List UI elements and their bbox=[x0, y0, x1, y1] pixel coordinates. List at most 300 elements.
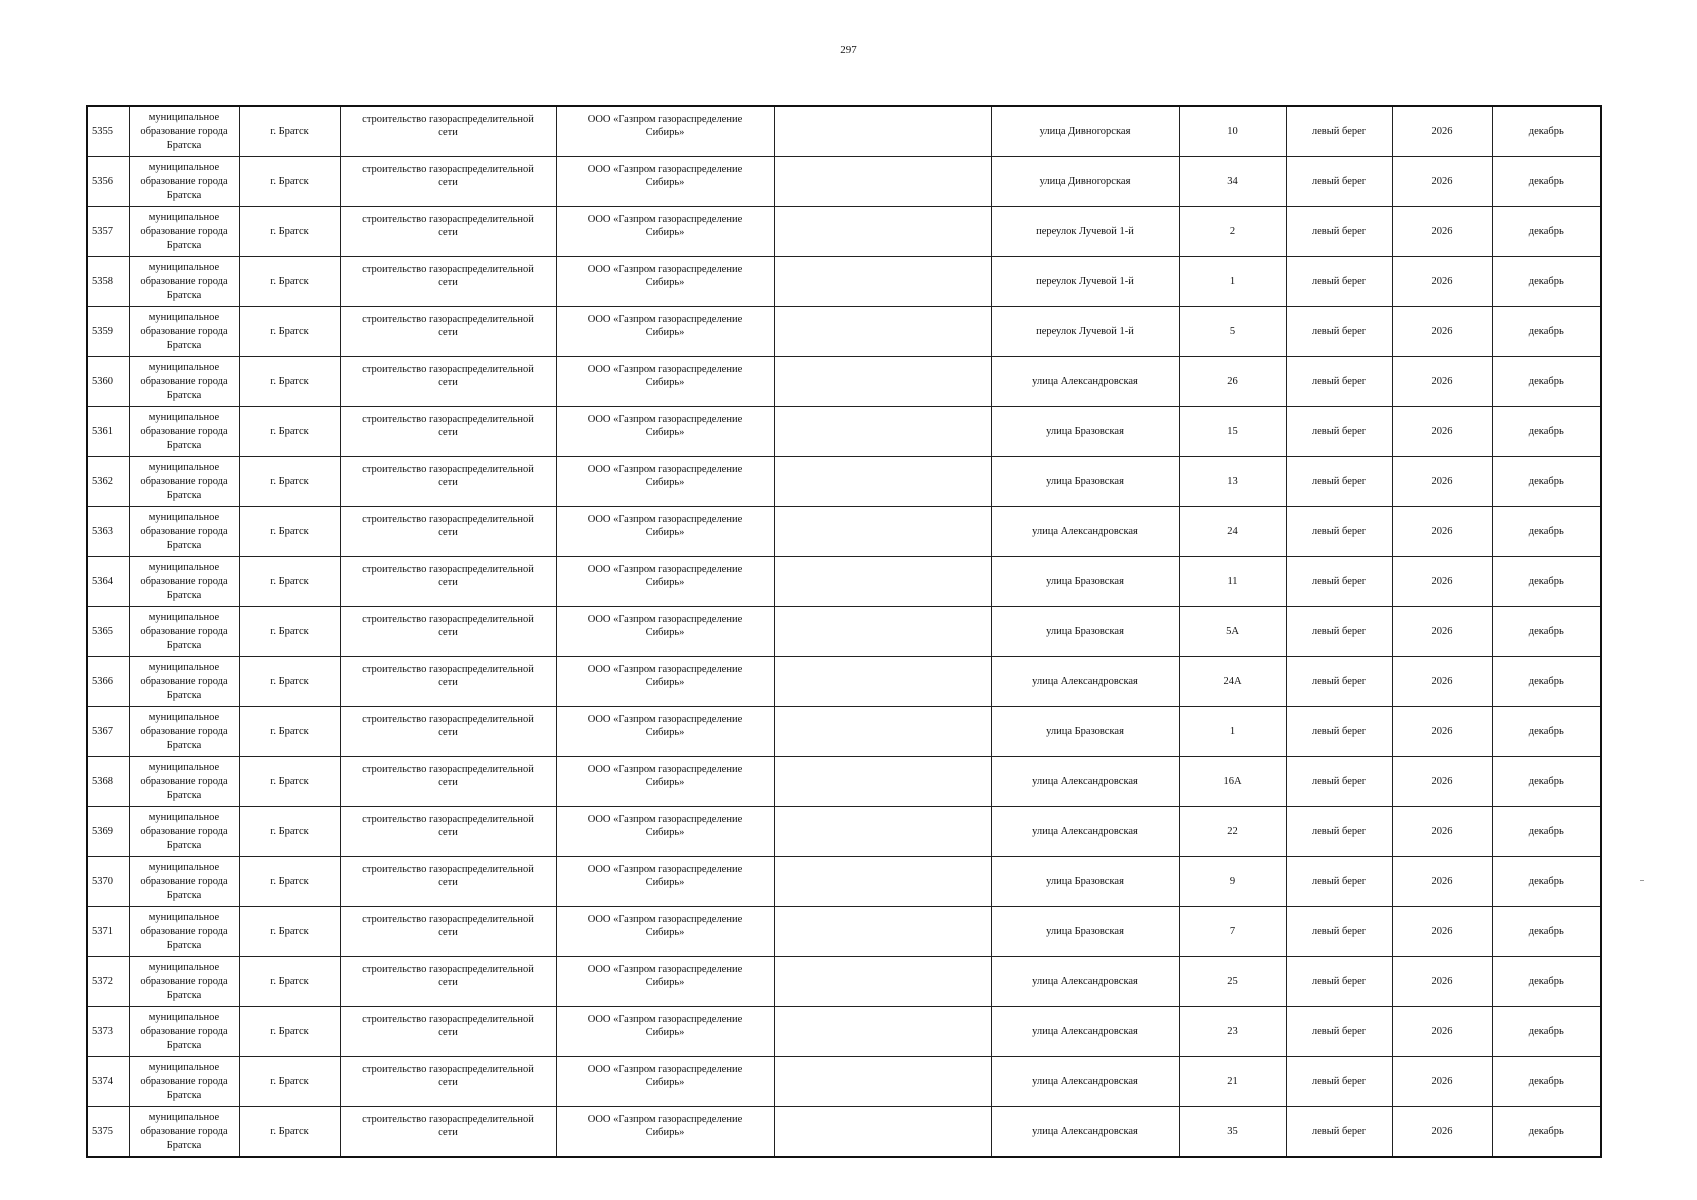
organization-cell bbox=[556, 857, 774, 907]
year-cell: 2026 bbox=[1392, 207, 1492, 257]
city-cell: г. Братск bbox=[239, 1107, 340, 1158]
municipality-cell-line: муниципальное bbox=[148, 761, 220, 773]
municipality-cell bbox=[129, 457, 239, 507]
municipality-cell-line: муниципальное bbox=[148, 961, 220, 973]
organization-cell-line: Сибирь» bbox=[645, 327, 685, 338]
street-cell: переулок Лучевой 1-й bbox=[991, 307, 1179, 357]
purpose-cell-line: сети bbox=[438, 777, 458, 788]
purpose-cell-line: сети bbox=[438, 327, 458, 338]
purpose-cell-line: строительство газораспределительной bbox=[362, 114, 534, 125]
municipality-cell-line: Братска bbox=[166, 439, 202, 451]
municipality-cell-line: муниципальное bbox=[148, 311, 220, 323]
purpose-cell-line: строительство газораспределительной bbox=[362, 464, 534, 475]
organization-cell-line: Сибирь» bbox=[645, 627, 685, 638]
organization-cell-line: Сибирь» bbox=[645, 477, 685, 488]
organization-cell-line: ООО «Газпром газораспределение bbox=[587, 114, 743, 125]
month-cell: декабрь bbox=[1492, 307, 1601, 357]
street-cell: улица Дивногорская bbox=[991, 106, 1179, 157]
organization-cell bbox=[556, 907, 774, 957]
river-bank-cell: левый берег bbox=[1286, 207, 1392, 257]
house-number-cell: 15 bbox=[1179, 407, 1286, 457]
row-number-cell: 5362 bbox=[87, 457, 129, 507]
municipality-cell-line: муниципальное bbox=[148, 611, 220, 623]
purpose-cell-line: сети bbox=[438, 627, 458, 638]
row-number-cell: 5373 bbox=[87, 1007, 129, 1057]
organization-cell-line: ООО «Газпром газораспределение bbox=[587, 1064, 743, 1075]
empty-cell bbox=[774, 357, 991, 407]
empty-cell bbox=[774, 157, 991, 207]
street-cell: улица Бразовская bbox=[991, 857, 1179, 907]
street-cell: улица Александровская bbox=[991, 757, 1179, 807]
month-cell: декабрь bbox=[1492, 407, 1601, 457]
organization-cell-line: Сибирь» bbox=[645, 177, 685, 188]
purpose-cell bbox=[340, 857, 556, 907]
organization-cell-line: ООО «Газпром газораспределение bbox=[587, 1014, 743, 1025]
table-row bbox=[87, 257, 1601, 307]
year-cell: 2026 bbox=[1392, 106, 1492, 157]
organization-cell-line: ООО «Газпром газораспределение bbox=[587, 864, 743, 875]
house-number-cell: 7 bbox=[1179, 907, 1286, 957]
street-cell: улица Александровская bbox=[991, 507, 1179, 557]
river-bank-cell: левый берег bbox=[1286, 757, 1392, 807]
municipality-cell bbox=[129, 907, 239, 957]
river-bank-cell: левый берег bbox=[1286, 957, 1392, 1007]
purpose-cell-line: строительство газораспределительной bbox=[362, 914, 534, 925]
municipality-cell-line: образование города bbox=[140, 775, 228, 787]
municipality-cell-line: муниципальное bbox=[148, 911, 220, 923]
municipality-cell bbox=[129, 657, 239, 707]
municipality-cell-line: Братска bbox=[166, 139, 202, 151]
year-cell: 2026 bbox=[1392, 657, 1492, 707]
month-cell: декабрь bbox=[1492, 157, 1601, 207]
municipality-cell-line: образование города bbox=[140, 175, 228, 187]
purpose-cell-line: строительство газораспределительной bbox=[362, 1064, 534, 1075]
year-cell: 2026 bbox=[1392, 807, 1492, 857]
municipality-cell-line: муниципальное bbox=[148, 861, 220, 873]
river-bank-cell: левый берег bbox=[1286, 357, 1392, 407]
organization-cell bbox=[556, 757, 774, 807]
purpose-cell bbox=[340, 1007, 556, 1057]
municipality-cell bbox=[129, 1107, 239, 1158]
purpose-cell-line: строительство газораспределительной bbox=[362, 264, 534, 275]
organization-cell bbox=[556, 707, 774, 757]
month-cell: декабрь bbox=[1492, 1107, 1601, 1158]
city-cell: г. Братск bbox=[239, 757, 340, 807]
row-number-cell: 5358 bbox=[87, 257, 129, 307]
purpose-cell-line: строительство газораспределительной bbox=[362, 364, 534, 375]
organization-cell-line: Сибирь» bbox=[645, 877, 685, 888]
city-cell: г. Братск bbox=[239, 257, 340, 307]
river-bank-cell: левый берег bbox=[1286, 106, 1392, 157]
year-cell: 2026 bbox=[1392, 407, 1492, 457]
house-number-cell: 34 bbox=[1179, 157, 1286, 207]
organization-cell-line: Сибирь» bbox=[645, 127, 685, 138]
street-cell: улица Бразовская bbox=[991, 707, 1179, 757]
table-row bbox=[87, 157, 1601, 207]
street-cell: улица Дивногорская bbox=[991, 157, 1179, 207]
purpose-cell-line: сети bbox=[438, 277, 458, 288]
municipality-cell-line: образование города bbox=[140, 575, 228, 587]
empty-cell bbox=[774, 1057, 991, 1107]
organization-cell-line: ООО «Газпром газораспределение bbox=[587, 1114, 743, 1125]
row-number-cell: 5365 bbox=[87, 607, 129, 657]
empty-cell bbox=[774, 707, 991, 757]
municipality-cell-line: муниципальное bbox=[148, 161, 220, 173]
municipality-cell bbox=[129, 157, 239, 207]
municipality-cell-line: образование города bbox=[140, 975, 228, 987]
river-bank-cell: левый берег bbox=[1286, 1007, 1392, 1057]
river-bank-cell: левый берег bbox=[1286, 607, 1392, 657]
table-row bbox=[87, 857, 1601, 907]
month-cell: декабрь bbox=[1492, 1007, 1601, 1057]
row-number-cell: 5369 bbox=[87, 807, 129, 857]
river-bank-cell: левый берег bbox=[1286, 407, 1392, 457]
organization-cell-line: ООО «Газпром газораспределение bbox=[587, 214, 743, 225]
municipality-cell-line: Братска bbox=[166, 539, 202, 551]
organization-cell-line: Сибирь» bbox=[645, 677, 685, 688]
municipality-cell-line: Братска bbox=[166, 389, 202, 401]
month-cell: декабрь bbox=[1492, 707, 1601, 757]
year-cell: 2026 bbox=[1392, 707, 1492, 757]
organization-cell bbox=[556, 357, 774, 407]
table-row bbox=[87, 307, 1601, 357]
municipality-cell-line: Братска bbox=[166, 639, 202, 651]
purpose-cell-line: строительство газораспределительной bbox=[362, 664, 534, 675]
organization-cell bbox=[556, 957, 774, 1007]
purpose-cell bbox=[340, 157, 556, 207]
organization-cell-line: ООО «Газпром газораспределение bbox=[587, 664, 743, 675]
municipality-cell-line: образование города bbox=[140, 525, 228, 537]
purpose-cell bbox=[340, 1057, 556, 1107]
river-bank-cell: левый берег bbox=[1286, 857, 1392, 907]
purpose-cell bbox=[340, 907, 556, 957]
organization-cell-line: ООО «Газпром газораспределение bbox=[587, 364, 743, 375]
organization-cell-line: Сибирь» bbox=[645, 527, 685, 538]
organization-cell-line: Сибирь» bbox=[645, 927, 685, 938]
year-cell: 2026 bbox=[1392, 1007, 1492, 1057]
year-cell: 2026 bbox=[1392, 757, 1492, 807]
organization-cell-line: ООО «Газпром газораспределение bbox=[587, 714, 743, 725]
table-row bbox=[87, 607, 1601, 657]
purpose-cell-line: сети bbox=[438, 577, 458, 588]
purpose-cell bbox=[340, 557, 556, 607]
municipality-cell-line: Братска bbox=[166, 689, 202, 701]
house-number-cell: 1 bbox=[1179, 707, 1286, 757]
purpose-cell bbox=[340, 507, 556, 557]
organization-cell-line: Сибирь» bbox=[645, 1027, 685, 1038]
purpose-cell-line: строительство газораспределительной bbox=[362, 314, 534, 325]
month-cell: декабрь bbox=[1492, 357, 1601, 407]
municipality-cell-line: образование города bbox=[140, 425, 228, 437]
house-number-cell: 9 bbox=[1179, 857, 1286, 907]
empty-cell bbox=[774, 1007, 991, 1057]
city-cell: г. Братск bbox=[239, 407, 340, 457]
municipality-cell bbox=[129, 1057, 239, 1107]
organization-cell-line: ООО «Газпром газораспределение bbox=[587, 464, 743, 475]
purpose-cell bbox=[340, 207, 556, 257]
river-bank-cell: левый берег bbox=[1286, 1107, 1392, 1158]
month-cell: декабрь bbox=[1492, 807, 1601, 857]
organization-cell-line: ООО «Газпром газораспределение bbox=[587, 814, 743, 825]
municipality-cell-line: муниципальное bbox=[148, 361, 220, 373]
municipality-cell-line: Братска bbox=[166, 939, 202, 951]
municipality-cell-line: Братска bbox=[166, 489, 202, 501]
organization-cell-line: ООО «Газпром газораспределение bbox=[587, 914, 743, 925]
municipality-cell bbox=[129, 957, 239, 1007]
purpose-cell bbox=[340, 657, 556, 707]
river-bank-cell: левый берег bbox=[1286, 507, 1392, 557]
municipality-cell bbox=[129, 757, 239, 807]
organization-cell bbox=[556, 307, 774, 357]
municipality-cell-line: Братска bbox=[166, 739, 202, 751]
organization-cell-line: Сибирь» bbox=[645, 777, 685, 788]
purpose-cell-line: строительство газораспределительной bbox=[362, 214, 534, 225]
municipality-cell-line: Братска bbox=[166, 839, 202, 851]
purpose-cell-line: сети bbox=[438, 827, 458, 838]
house-number-cell: 22 bbox=[1179, 807, 1286, 857]
organization-cell-line: Сибирь» bbox=[645, 427, 685, 438]
organization-cell bbox=[556, 1007, 774, 1057]
river-bank-cell: левый берег bbox=[1286, 707, 1392, 757]
organization-cell-line: Сибирь» bbox=[645, 377, 685, 388]
municipality-cell-line: муниципальное bbox=[148, 461, 220, 473]
house-number-cell: 2 bbox=[1179, 207, 1286, 257]
purpose-cell-line: строительство газораспределительной bbox=[362, 814, 534, 825]
city-cell: г. Братск bbox=[239, 157, 340, 207]
row-number-cell: 5356 bbox=[87, 157, 129, 207]
empty-cell bbox=[774, 407, 991, 457]
house-number-cell: 13 bbox=[1179, 457, 1286, 507]
municipality-cell-line: Братска bbox=[166, 239, 202, 251]
organization-cell-line: Сибирь» bbox=[645, 1077, 685, 1088]
table-row bbox=[87, 207, 1601, 257]
purpose-cell-line: сети bbox=[438, 727, 458, 738]
city-cell: г. Братск bbox=[239, 857, 340, 907]
row-number-cell: 5363 bbox=[87, 507, 129, 557]
empty-cell bbox=[774, 757, 991, 807]
organization-cell-line: ООО «Газпром газораспределение bbox=[587, 414, 743, 425]
house-number-cell: 5А bbox=[1179, 607, 1286, 657]
organization-cell-line: ООО «Газпром газораспределение bbox=[587, 764, 743, 775]
street-cell: улица Александровская bbox=[991, 807, 1179, 857]
municipality-cell-line: образование города bbox=[140, 675, 228, 687]
purpose-cell-line: строительство газораспределительной bbox=[362, 764, 534, 775]
table-row bbox=[87, 457, 1601, 507]
river-bank-cell: левый берег bbox=[1286, 807, 1392, 857]
municipality-cell-line: образование города bbox=[140, 375, 228, 387]
table-row bbox=[87, 407, 1601, 457]
organization-cell-line: Сибирь» bbox=[645, 577, 685, 588]
city-cell: г. Братск bbox=[239, 507, 340, 557]
table-row bbox=[87, 507, 1601, 557]
municipality-cell-line: Братска bbox=[166, 1039, 202, 1051]
purpose-cell-line: сети bbox=[438, 477, 458, 488]
table-row bbox=[87, 1057, 1601, 1107]
empty-cell bbox=[774, 207, 991, 257]
house-number-cell: 24 bbox=[1179, 507, 1286, 557]
organization-cell-line: Сибирь» bbox=[645, 827, 685, 838]
empty-cell bbox=[774, 106, 991, 157]
purpose-cell-line: сети bbox=[438, 927, 458, 938]
city-cell: г. Братск bbox=[239, 807, 340, 857]
row-number-cell: 5375 bbox=[87, 1107, 129, 1158]
city-cell: г. Братск bbox=[239, 907, 340, 957]
municipality-cell bbox=[129, 1007, 239, 1057]
purpose-cell-line: строительство газораспределительной bbox=[362, 514, 534, 525]
street-cell: улица Александровская bbox=[991, 957, 1179, 1007]
street-cell: улица Бразовская bbox=[991, 907, 1179, 957]
purpose-cell bbox=[340, 457, 556, 507]
municipality-cell-line: образование города bbox=[140, 1075, 228, 1087]
table-row bbox=[87, 557, 1601, 607]
municipality-cell-line: образование города bbox=[140, 125, 228, 137]
city-cell: г. Братск bbox=[239, 957, 340, 1007]
organization-cell bbox=[556, 257, 774, 307]
organization-cell bbox=[556, 1057, 774, 1107]
municipality-cell-line: Братска bbox=[166, 889, 202, 901]
purpose-cell-line: сети bbox=[438, 127, 458, 138]
year-cell: 2026 bbox=[1392, 557, 1492, 607]
municipality-cell bbox=[129, 106, 239, 157]
purpose-cell-line: строительство газораспределительной bbox=[362, 1014, 534, 1025]
purpose-cell bbox=[340, 357, 556, 407]
river-bank-cell: левый берег bbox=[1286, 557, 1392, 607]
street-cell: переулок Лучевой 1-й bbox=[991, 257, 1179, 307]
municipality-cell-line: образование города bbox=[140, 225, 228, 237]
row-number-cell: 5371 bbox=[87, 907, 129, 957]
municipality-cell-line: муниципальное bbox=[148, 1111, 220, 1123]
house-number-cell: 16А bbox=[1179, 757, 1286, 807]
house-number-cell: 35 bbox=[1179, 1107, 1286, 1158]
municipality-cell-line: муниципальное bbox=[148, 211, 220, 223]
empty-cell bbox=[774, 657, 991, 707]
purpose-cell bbox=[340, 307, 556, 357]
empty-cell bbox=[774, 607, 991, 657]
city-cell: г. Братск bbox=[239, 707, 340, 757]
purpose-cell-line: сети bbox=[438, 177, 458, 188]
municipality-cell-line: муниципальное bbox=[148, 111, 220, 123]
municipality-cell-line: Братска bbox=[166, 339, 202, 351]
municipality-cell-line: муниципальное bbox=[148, 261, 220, 273]
purpose-cell-line: строительство газораспределительной bbox=[362, 414, 534, 425]
table-body bbox=[87, 106, 1601, 1157]
organization-cell-line: Сибирь» bbox=[645, 277, 685, 288]
row-number-cell: 5357 bbox=[87, 207, 129, 257]
month-cell: декабрь bbox=[1492, 207, 1601, 257]
empty-cell bbox=[774, 307, 991, 357]
purpose-cell-line: строительство газораспределительной bbox=[362, 964, 534, 975]
purpose-cell-line: строительство газораспределительной bbox=[362, 564, 534, 575]
city-cell: г. Братск bbox=[239, 106, 340, 157]
table-row bbox=[87, 1107, 1601, 1158]
table-row bbox=[87, 1007, 1601, 1057]
organization-cell-line: ООО «Газпром газораспределение bbox=[587, 564, 743, 575]
organization-cell bbox=[556, 407, 774, 457]
municipality-cell-line: образование города bbox=[140, 475, 228, 487]
municipality-cell bbox=[129, 607, 239, 657]
row-number-cell: 5368 bbox=[87, 757, 129, 807]
organization-cell-line: ООО «Газпром газораспределение bbox=[587, 514, 743, 525]
organization-cell-line: Сибирь» bbox=[645, 977, 685, 988]
municipality-cell bbox=[129, 807, 239, 857]
table-row bbox=[87, 957, 1601, 1007]
organization-cell bbox=[556, 607, 774, 657]
purpose-cell-line: сети bbox=[438, 1127, 458, 1138]
municipality-cell bbox=[129, 257, 239, 307]
purpose-cell-line: строительство газораспределительной bbox=[362, 614, 534, 625]
year-cell: 2026 bbox=[1392, 157, 1492, 207]
purpose-cell bbox=[340, 106, 556, 157]
row-number-cell: 5370 bbox=[87, 857, 129, 907]
month-cell: декабрь bbox=[1492, 657, 1601, 707]
municipality-cell-line: муниципальное bbox=[148, 811, 220, 823]
purpose-cell bbox=[340, 1107, 556, 1158]
row-number-cell: 5366 bbox=[87, 657, 129, 707]
municipality-cell-line: образование города bbox=[140, 925, 228, 937]
organization-cell bbox=[556, 157, 774, 207]
municipality-cell bbox=[129, 507, 239, 557]
municipality-cell bbox=[129, 357, 239, 407]
organization-cell-line: ООО «Газпром газораспределение bbox=[587, 964, 743, 975]
city-cell: г. Братск bbox=[239, 457, 340, 507]
river-bank-cell: левый берег bbox=[1286, 907, 1392, 957]
row-number-cell: 5359 bbox=[87, 307, 129, 357]
purpose-cell-line: сети bbox=[438, 377, 458, 388]
city-cell: г. Братск bbox=[239, 557, 340, 607]
municipality-cell bbox=[129, 307, 239, 357]
municipality-cell-line: муниципальное bbox=[148, 1061, 220, 1073]
municipality-cell-line: Братска bbox=[166, 989, 202, 1001]
month-cell: декабрь bbox=[1492, 607, 1601, 657]
row-number-cell: 5360 bbox=[87, 357, 129, 407]
river-bank-cell: левый берег bbox=[1286, 1057, 1392, 1107]
month-cell: декабрь bbox=[1492, 857, 1601, 907]
month-cell: декабрь bbox=[1492, 507, 1601, 557]
registry-table bbox=[86, 105, 1602, 1158]
municipality-cell-line: образование города bbox=[140, 1025, 228, 1037]
year-cell: 2026 bbox=[1392, 1107, 1492, 1158]
organization-cell-line: ООО «Газпром газораспределение bbox=[587, 314, 743, 325]
page-number: 297 bbox=[840, 44, 857, 56]
street-cell: улица Александровская bbox=[991, 1057, 1179, 1107]
house-number-cell: 21 bbox=[1179, 1057, 1286, 1107]
municipality-cell-line: образование города bbox=[140, 325, 228, 337]
empty-cell bbox=[774, 957, 991, 1007]
organization-cell bbox=[556, 106, 774, 157]
purpose-cell-line: сети bbox=[438, 977, 458, 988]
month-cell: декабрь bbox=[1492, 1057, 1601, 1107]
river-bank-cell: левый берег bbox=[1286, 307, 1392, 357]
empty-cell bbox=[774, 557, 991, 607]
empty-cell bbox=[774, 257, 991, 307]
house-number-cell: 24А bbox=[1179, 657, 1286, 707]
month-cell: декабрь bbox=[1492, 457, 1601, 507]
purpose-cell-line: сети bbox=[438, 877, 458, 888]
purpose-cell bbox=[340, 607, 556, 657]
row-number-cell: 5367 bbox=[87, 707, 129, 757]
municipality-cell-line: муниципальное bbox=[148, 561, 220, 573]
year-cell: 2026 bbox=[1392, 357, 1492, 407]
street-cell: улица Александровская bbox=[991, 657, 1179, 707]
purpose-cell-line: сети bbox=[438, 227, 458, 238]
street-cell: улица Александровская bbox=[991, 357, 1179, 407]
year-cell: 2026 bbox=[1392, 907, 1492, 957]
river-bank-cell: левый берег bbox=[1286, 457, 1392, 507]
year-cell: 2026 bbox=[1392, 457, 1492, 507]
municipality-cell-line: муниципальное bbox=[148, 1011, 220, 1023]
street-cell: переулок Лучевой 1-й bbox=[991, 207, 1179, 257]
organization-cell-line: Сибирь» bbox=[645, 727, 685, 738]
